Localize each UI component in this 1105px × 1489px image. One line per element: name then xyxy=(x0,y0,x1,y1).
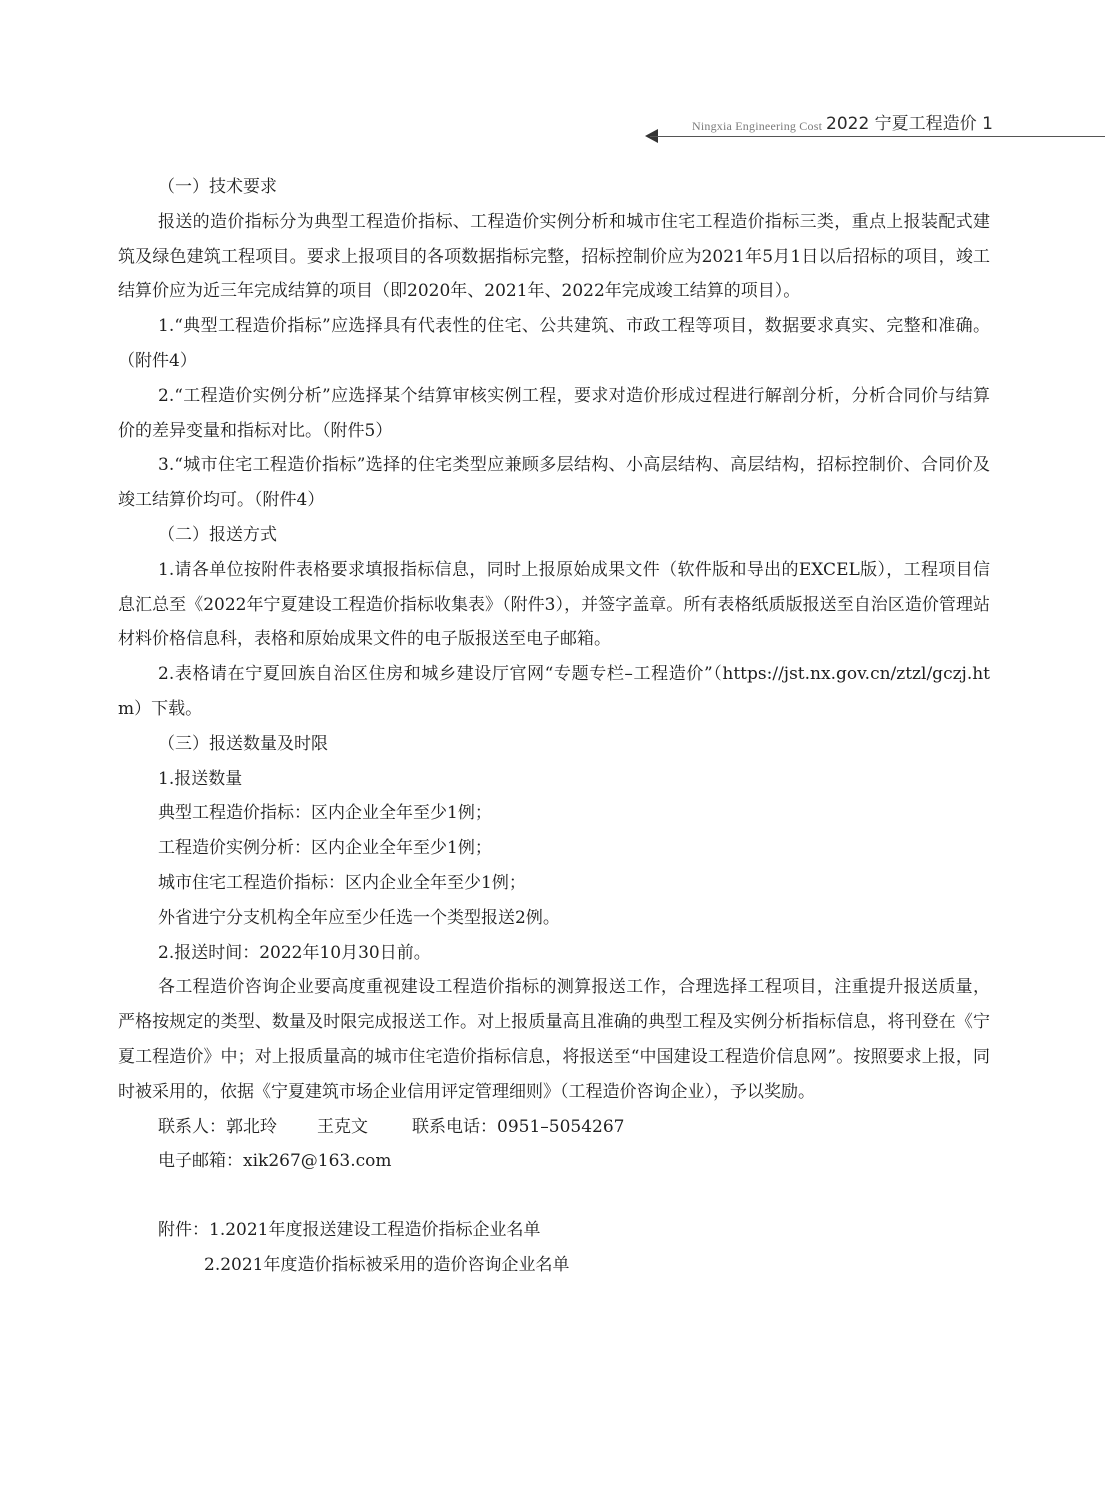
paragraph-method-2: 2.表格请在宁夏回族自治区住房和城乡建设厅官网“专题专栏–工程造价”（https://jst.nx.gov.cn/ztzl/gczj.htm）下载。 xyxy=(118,664,990,719)
section-heading-technical: （一）技术要求 xyxy=(158,177,277,197)
contact-person: 联系人：郭北玲 xyxy=(158,1116,277,1137)
paragraph-quantity-typical: 典型工程造价指标：区内企业全年至少1例； xyxy=(158,803,492,824)
header-rule xyxy=(650,136,1105,137)
journal-name-en: Ningxia Engineering Cost xyxy=(692,119,823,133)
section-heading-method: （二）报送方式 xyxy=(158,524,277,545)
paragraph-item-3: 3.“城市住宅工程造价指标”选择的住宅类型应兼顾多层结构、小高层结构、高层结构，招标控制价、合同价及竣工结算价均可。（附件4） xyxy=(118,455,990,511)
paragraph-quantity-case: 工程造价实例分析：区内企业全年至少1例； xyxy=(158,838,492,859)
section-heading-quantity: （三）报送数量及时限 xyxy=(158,733,328,754)
paragraph-overview: 报送的造价指标分为典型工程造价指标、工程造价实例分析和城市住宅工程造价指标三类，重点上报装配式建筑及绿色建筑工程项目。要求上报项目的各项数据指标完整，招标控制价应为2021年5月1日以后招标的项目，竣工结算价应为近三年完成结算的项目（即2020年、2021年、2022年完成竣工结算的项目）。 xyxy=(118,211,990,302)
contact-phone: 联系电话：0951–5054267 xyxy=(412,1116,625,1137)
journal-issue-cn: 2022 宁夏工程造价 1 xyxy=(826,114,993,134)
attachment-2: 2.2021年度造价指标被采用的造价咨询企业名单 xyxy=(204,1254,570,1275)
paragraph-item-2: 2.“工程造价实例分析”应选择某个结算审核实例工程，要求对造价形成过程进行解剖分析，分析合同价与结算价的差异变量和指标对比。（附件5） xyxy=(118,385,990,441)
contact-line xyxy=(118,1110,990,1145)
paragraph-quantity-external: 外省进宁分支机构全年应至少任选一个类型报送2例。 xyxy=(158,907,560,928)
paragraph-quantity-title: 1.报送数量 xyxy=(158,768,243,789)
paragraph-quantity-residential: 城市住宅工程造价指标：区内企业全年至少1例； xyxy=(158,872,526,893)
paragraph-requirements: 各工程造价咨询企业要高度重视建设工程造价指标的测算报送工作，合理选择工程项目，注重提升报送质量，严格按规定的类型、数量及时限完成报送工作。对上报质量高且准确的典型工程及实例分析指标信息，将刊登在《宁夏工程造价》中；对上报质量高的城市住宅造价指标信息，将报送至“中国建设工程造价信息网”。按照要求上报，同时被采用的，依据《宁夏建筑市场企业信用评定管理细则》（工程造价咨询企业），予以奖励。 xyxy=(118,977,990,1102)
running-header xyxy=(640,105,1105,145)
attachment-1: 附件：1.2021年度报送建设工程造价指标企业名单 xyxy=(158,1220,541,1241)
document-body xyxy=(118,170,990,1283)
paragraph-item-1: 1.“典型工程造价指标”应选择具有代表性的住宅、公共建筑、市政工程等项目，数据要求真实、完整和准确。（附件4） xyxy=(118,316,990,371)
contact-email: 电子邮箱：xik267@163.com xyxy=(158,1151,392,1172)
paragraph-deadline: 2.报送时间：2022年10月30日前。 xyxy=(158,942,431,963)
contact-person-2: 王克文 xyxy=(317,1116,368,1137)
paragraph-method-1: 1.请各单位按附件表格要求填报指标信息，同时上报原始成果文件（软件版和导出的EXCEL版），工程项目信息汇总至《2022年宁夏建设工程造价指标收集表》（附件3），并签字盖章。所有表格纸质版报送至自治区造价管理站材料价格信息科，表格和原始成果文件的电子版报送至电子邮箱。 xyxy=(118,559,990,650)
